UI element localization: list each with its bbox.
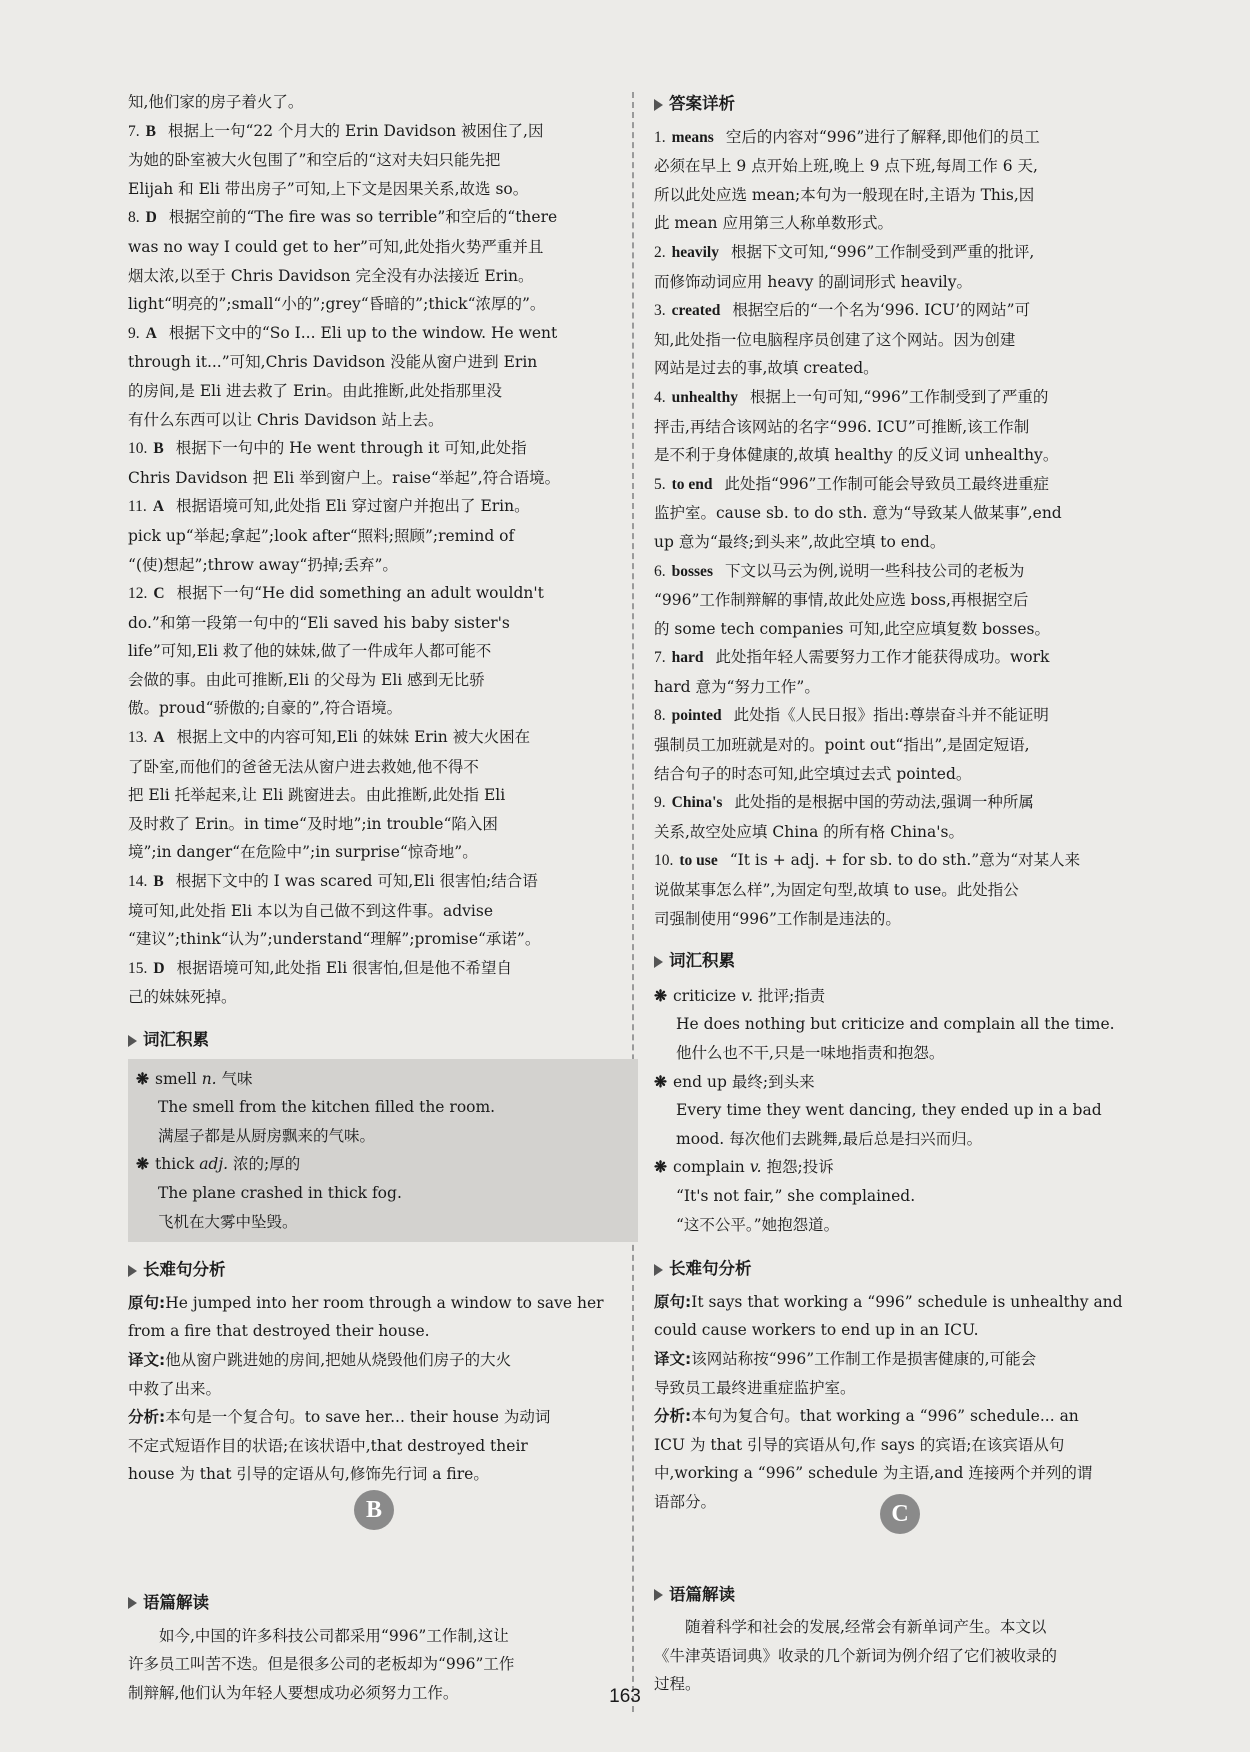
- asterisk-icon: ❋: [654, 1157, 667, 1177]
- answer-item-12: 12. C 根据下一句“He did something an adult wouldn't do.”和第一段第一句中的“Eli saved his baby sister's life”可知,Eli 救了他的妹妹,做了一件成年人都可能不 会做的事。由此可推断,Eli 的父母为 Eli 感到无比骄 傲。proud“骄傲的;自豪的”,符合语境。: [128, 584, 544, 718]
- section-arrow-icon: [128, 1597, 137, 1609]
- vocab-entry: ❋ thick adj. 浓的;厚的: [136, 1154, 301, 1174]
- left-column: 知,他们家的房子着火了。 7. B 根据上一句“22 个月大的 Erin Davidson 被困住了,因 为她的卧室被大火包围了”和空后的“这对夫妇只能先把 Elijah 和 Eli 带出房子”可知,上下文是因果关系,故选 so。 8. D 根据空前的“The fire was so terrible”和空后的“there was no way I could get to her”可知,此处指火势严重并且 烟太浓,以至于 Chris Davidson 完全没有办法接近 Erin。 light“明亮的”;small“小的”;grey“昏暗的”;thick“浓厚的”。 9. A 根据下文中的“So I... Eli up to the window. He went through it...”可知,Chris Davidson 没能从窗户进到 Erin 的房间,是 Eli 进去救了 Erin。由此推断,此处指那里没 有什么东西可以让 Chris Davidson 站上去。 10. B 根据下一句中的 He went through it 可知,此处指 Chris Davidson 把 Eli 举到窗户上。raise“举起”,符合语境。 11. A 根据语境可知,此处指 Eli 穿过窗户并抱出了 Erin。 pick up“举起;拿起”;look after“照料;照顾”;remind of “(使)想起”;throw away“扔掉;丢弃”。 12. C 根据下一句“He did something an adult wouldn't do.”和第一段第一句中的“Eli saved his baby sister's life”可知,Eli 救了他的妹妹,做了一件成年人都可能不 会做的事。由此可推断,Eli 的父母为 Eli 感到无比骄 傲。proud“骄傲的;自豪的”,符合语境。 13. A 根据上文中的内容可知,Eli 的妹妹 Erin 被大火困在 了卧室,而他们的爸爸无法从窗户进去救她,他不得不 把 Eli 托举起来,让 Eli 跳窗进去。由此推断,此处指 Eli 及时救了 Erin。in time“及时地”;in trouble“陷入困 境”;in danger“在危险中”;in surprise“惊奇地”。 14. B 根据下文中的 I was scared 可知,Eli 很害怕;结合语 境可知,此处指 Eli 本以为自己做不到这件事。advise “建议”;think“认为”;understand“理解”;promise“承诺”。 15. D 根据语境可知,此处指 Eli 很害怕,但是他不希望自 己的妹妹死掉。 词汇积累 ❋ smell n. 气味 The smell from the kitchen filled the room. 满屋子都是从厨房飘来的气味。 ❋ thick adj. 浓的;厚的 The plane crashed in thick fog. 飞机在大雾中坠毁。 长难句分析 原句:He jumped into her room through a window to save her from a fire that destroyed their house. 译文:他从窗户跳进她的房间,把她从烧毁他们房子的大火 中救了出来。 分析:本句是一个复合句。to save her... their house 为动词 不定式短语作目的状语;在该状语中,that destroyed their house 为 that 引导的定语从句,修饰先行词 a fire。 语篇解读 如今,中国的许多科技公司都采用“996”工作制,这让 许多员工叫苦不迭。但是很多公司的老板却为“996”工作 制辩解,他们认为年轻人要想成功必须努力工作。: [128, 88, 638, 1707]
- answer-item-14: 14. B 根据下文中的 I was scared 可知,Eli 很害怕;结合语 境可知,此处指 Eli 本以为自己做不到这件事。advise “建议”;think“认为”;understand“理解”;promise“承诺”。: [128, 872, 541, 949]
- answer-item-10: 10. B 根据下一句中的 He went through it 可知,此处指 Chris Davidson 把 Eli 举到窗户上。raise“举起”,符合语境。: [128, 439, 561, 487]
- answer-item-r6: 6. bosses 下文以马云为例,说明一些科技公司的老板为 “996”工作制辩解的事情,故此处应选 boss,再根据空后 的 some tech companies 可知,此空应填复数 bosses。: [654, 561, 1051, 638]
- answer-letter: A: [153, 729, 165, 747]
- answer-word: unhealthy: [671, 388, 738, 406]
- section-heading-sentence: 长难句分析: [128, 1256, 638, 1285]
- section-badge-c: C: [880, 1494, 920, 1534]
- vocab-entry: ❋ criticize v. 批评;指责: [654, 985, 826, 1005]
- section-arrow-icon: [128, 1035, 137, 1047]
- faded-header: [480, 14, 770, 44]
- section-heading-vocab: 词汇积累: [654, 947, 1164, 976]
- vocab-list: ❋ criticize v. 批评;指责 He does nothing but criticize and complain all the time. 他什么也不干,只是一味地指责和抱怨。 ❋ end up 最终;到头来 Every time they went dancing, they ended up in a bad mood. 每次他们去跳舞,最后总是扫兴而归。 ❋ complain v. 抱怨;投诉 “It's not fair,” she complained. “这不公平。”她抱怨道。: [654, 980, 1164, 1241]
- answer-word: hard: [671, 649, 704, 667]
- answer-item-11: 11. A 根据语境可知,此处指 Eli 穿过窗户并抱出了 Erin。 pick up“举起;拿起”;look after“照料;照顾”;remind of “(使)想起”;throw away“扔掉;丢弃”。: [128, 497, 530, 574]
- asterisk-icon: ❋: [654, 1071, 667, 1091]
- answer-word: created: [671, 302, 721, 320]
- asterisk-icon: ❋: [136, 1068, 149, 1088]
- answer-item-9: 9. A 根据下文中的“So I... Eli up to the window. He went through it...”可知,Chris Davidson 没能从窗户进到 Erin 的房间,是 Eli 进去救了 Erin。由此推断,此处指那里没 有什么东西可以让 Chris Davidson 站上去。: [128, 323, 558, 429]
- section-heading-sentence: 长难句分析: [654, 1255, 1164, 1284]
- answer-letter: A: [145, 324, 157, 342]
- section-arrow-icon: [128, 1265, 137, 1277]
- answer-word: pointed: [671, 707, 722, 725]
- answer-word: bosses: [671, 562, 713, 580]
- answer-item-r7: 7. hard 此处指年轻人需要努力工作才能获得成功。work hard 意为“努力工作”。: [654, 648, 1050, 696]
- answer-item-r10: 10. to use “It is + adj. + for sb. to do sth.”意为“对某人来 说做某事怎么样”,为固定句型,故填 to use。此处指公 司强制使用“996”工作制是违法的。: [654, 851, 1081, 928]
- vocab-entry: ❋ smell n. 气味: [136, 1068, 253, 1088]
- section-arrow-icon: [654, 1589, 663, 1601]
- answer-word: to end: [671, 475, 713, 493]
- answer-item-r4: 4. unhealthy 根据上一句可知,“996”工作制受到了严重的 抨击,再结合该网站的名字“996. ICU”可推断,该工作制 是不利于身体健康的,故填 healthy 的反义词 unhealthy。: [654, 387, 1059, 465]
- answer-letter: D: [153, 959, 165, 977]
- answer-letter: A: [152, 498, 165, 516]
- section-heading-vocab: 词汇积累: [128, 1026, 638, 1055]
- answer-letter: C: [153, 585, 165, 603]
- section-arrow-icon: [654, 956, 663, 968]
- answer-word: to use: [679, 852, 718, 870]
- answer-item-13: 13. A 根据上文中的内容可知,Eli 的妹妹 Erin 被大火困在 了卧室,而他们的爸爸无法从窗户进去救她,他不得不 把 Eli 托举起来,让 Eli 跳窗进去。由此推断,此处指 Eli 及时救了 Erin。in time“及时地”;in trouble“陷入困 境”;in danger“在危险中”;in surprise“惊奇地”。: [128, 728, 531, 862]
- answer-item-r3: 3. created 根据空后的“一个名为‘996. ICU’的网站”可 知,此处指一位电脑程序员创建了这个网站。因为创建 网站是过去的事,故填 created。: [654, 301, 1031, 378]
- asterisk-icon: ❋: [654, 985, 667, 1005]
- page-number: 163: [609, 1686, 641, 1707]
- answer-letter: B: [153, 873, 164, 891]
- answer-letter: B: [153, 440, 164, 458]
- answer-item-r1: 1. means 空后的内容对“996”进行了解释,即他们的员工 必须在早上 9 点开始上班,晚上 9 点下班,每周工作 6 天, 所以此处应选 mean;本句为一般现在时,主语为 This,因 此 mean 应用第三人称单数形式。: [654, 127, 1040, 233]
- vocab-entry: ❋ end up 最终;到头来: [654, 1071, 815, 1091]
- answer-word: China's: [671, 794, 723, 812]
- continued-text: 知,他们家的房子着火了。: [128, 93, 304, 111]
- section-heading-reading: 语篇解读: [654, 1581, 1164, 1610]
- vocab-entry: ❋ complain v. 抱怨;投诉: [654, 1157, 834, 1177]
- answer-item-15: 15. D 根据语境可知,此处指 Eli 很害怕,但是他不希望自 己的妹妹死掉。: [128, 958, 513, 1007]
- answer-letter: D: [145, 209, 157, 227]
- section-badge-b: B: [354, 1490, 394, 1530]
- section-arrow-icon: [654, 99, 663, 111]
- vocab-box: ❋ smell n. 气味 The smell from the kitchen filled the room. 满屋子都是从厨房飘来的气味。 ❋ thick adj. 浓的;厚的 The plane crashed in thick fog. 飞机在大雾中坠毁。: [128, 1059, 638, 1243]
- section-arrow-icon: [654, 1264, 663, 1276]
- asterisk-icon: ❋: [136, 1154, 149, 1174]
- answer-item-8: 8. D 根据空前的“The fire was so terrible”和空后的“there was no way I could get to her”可知,此处指火势严重并且 烟太浓,以至于 Chris Davidson 完全没有办法接近 Erin。 light“明亮的”;small“小的”;grey“昏暗的”;thick“浓厚的”。: [128, 208, 558, 314]
- answer-word: means: [671, 128, 714, 146]
- right-column: 答案详析 1. means 空后的内容对“996”进行了解释,即他们的员工 必须在早上 9 点开始上班,晚上 9 点下班,每周工作 6 天, 所以此处应选 mean;本句为一般现在时,主语为 This,因 此 mean 应用第三人称单数形式。 2. heavily 根据下文可知,“996”工作制受到严重的批评, 而修饰动词应用 heavy 的副词形式 heavily。 3. created 根据空后的“一个名为‘996. ICU’的网站”可 知,此处指一位电脑程序员创建了这个网站。因为创建 网站是过去的事,故填 created。 4. unhealthy 根据上一句可知,“996”工作制受到了严重的 抨击,再结合该网站的名字“996. ICU”可推断,该工作制 是不利于身体健康的,故填 healthy 的反义词 unhealthy。 5. to end 此处指“996”工作制可能会导致员工最终进重症 监护室。cause sb. to do sth. 意为“导致某人做某事”,end up 意为“最终;到头来”,故此空填 to end。 6. bosses 下文以马云为例,说明一些科技公司的老板为 “996”工作制辩解的事情,故此处应选 boss,再根据空后 的 some tech companies 可知,此空应填复数 bosses。 7. hard 此处指年轻人需要努力工作才能获得成功。work hard 意为“努力工作”。 8. pointed 此处指《人民日报》指出:尊崇奋斗并不能证明 强制员工加班就是对的。point out“指出”,是固定短语, 结合句子的时态可知,此空填过去式 pointed。 9. China's 此处指的是根据中国的劳动法,强调一种所属 关系,故空处应填 China 的所有格 China's。 10. to use “It is + adj. + for sb. to do sth.”意为“对某人来 说做某事怎么样”,为固定句型,故填 to use。此处指公 司强制使用“996”工作制是违法的。 词汇积累 ❋ criticize v. 批评;指责 He does nothing but criticize and complain all the time. 他什么也不干,只是一味地指责和抱怨。 ❋ end up 最终;到头来 Every time they went dancing, they ended up in a bad mood. 每次他们去跳舞,最后总是扫兴而归。 ❋ complain v. 抱怨;投诉 “It's not fair,” she complained. “这不公平。”她抱怨道。 长难句分析 原句:It says that working a “996” schedule is unhealthy and could cause workers to end up in an ICU. 译文:该网站称按“996”工作制工作是损害健康的,可能会 导致员工最终进重症监护室。 分析:本句为复合句。that working a “996” schedule... an ICU 为 that 引导的宾语从句,作 says 的宾语;在该宾语从句 中,working a “996” schedule 为主语,and 连接两个并列的谓 语部分。 语篇解读 随着科学和社会的发展,经常会有新单词产生。本文以 《牛津英语词典》收录的几个新词为例介绍了它们被收录的 过程。: [654, 88, 1164, 1699]
- section-heading-answers: 答案详析: [654, 90, 1164, 119]
- section-heading-reading: 语篇解读: [128, 1589, 638, 1618]
- answer-word: heavily: [671, 243, 719, 261]
- answer-item-r5: 5. to end 此处指“996”工作制可能会导致员工最终进重症 监护室。cause sb. to do sth. 意为“导致某人做某事”,end up 意为“最终;到头来”,故此空填 to end。: [654, 474, 1062, 551]
- answer-item-r2: 2. heavily 根据下文可知,“996”工作制受到严重的批评, 而修饰动词应用 heavy 的副词形式 heavily。: [654, 242, 1035, 291]
- answer-item-r8: 8. pointed 此处指《人民日报》指出:尊崇奋斗并不能证明 强制员工加班就是对的。point out“指出”,是固定短语, 结合句子的时态可知,此空填过去式 pointed。: [654, 706, 1049, 783]
- answer-item-7: 7. B 根据上一句“22 个月大的 Erin Davidson 被困住了,因 为她的卧室被大火包围了”和空后的“这对夫妇只能先把 Elijah 和 Eli 带出房子”可知,上下文是因果关系,故选 so。: [128, 121, 544, 198]
- answer-item-r9: 9. China's 此处指的是根据中国的劳动法,强调一种所属 关系,故空处应填 China 的所有格 China's。: [654, 793, 1034, 841]
- answer-letter: B: [145, 122, 156, 140]
